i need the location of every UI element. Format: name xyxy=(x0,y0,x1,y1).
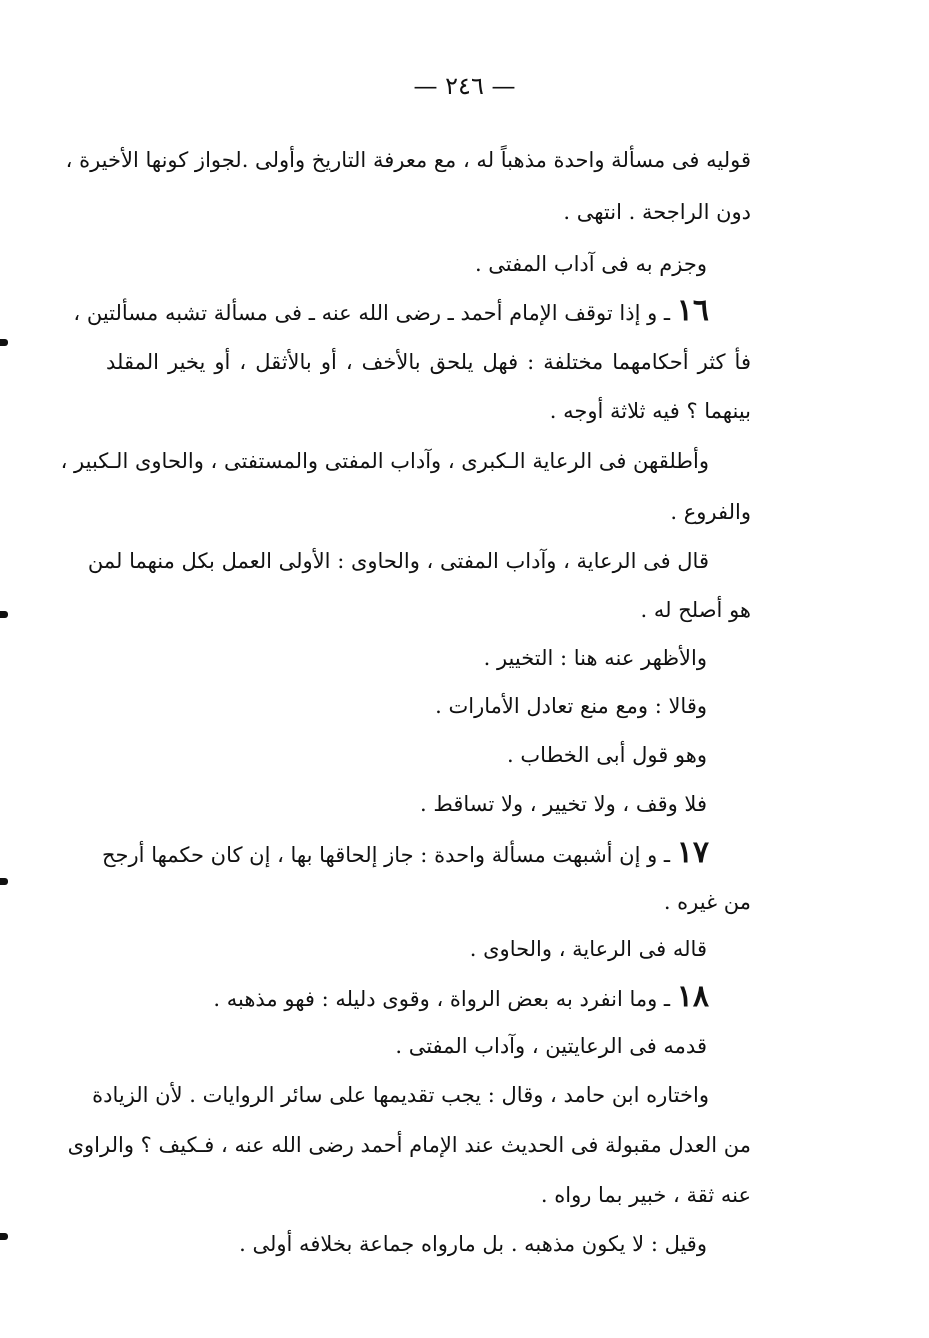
text-line: والأظهر عنه هنا : التخيير . xyxy=(483,646,707,670)
text-line: عنه ثقة ، خبير بما رواه . xyxy=(540,1183,751,1207)
text-line: واختاره ابن حامد ، وقال : يجب تقديمها على سائر الروايات . لأن الزيادة xyxy=(92,1083,709,1107)
text-line: والفروع . xyxy=(670,500,751,524)
text-line: وقالا : ومع منع تعادل الأمارات . xyxy=(435,694,707,718)
text-line: دون الراجحة . انتهى . xyxy=(563,200,751,224)
text-line: قوليه فى مسألة واحدة مذهباً له ، مع معرفة التاريخ وأولى .لجواز كونها الأخيرة ، xyxy=(65,148,751,172)
text-line: وقيل : لا يكون مذهبه . بل مارواه جماعة بخلافه أولى . xyxy=(239,1232,707,1256)
text-line: بينهما ؟ فيه ثلاثة أوجه . xyxy=(549,399,751,423)
text-line: قدمه فى الرعايتين ، وآداب المفتى . xyxy=(395,1034,707,1058)
text-line: فلا وقف ، ولا تخيير ، ولا تساقط . xyxy=(420,792,707,816)
numbered-paragraph-18: ١٨ ـ وما انفرد به بعض الرواة ، وقوى دليله : فهو مذهبه . xyxy=(213,979,709,1014)
numbered-paragraph-16: ١٦ ـ و إذا توقف الإمام أحمد ـ رضى الله عنه ـ فى مسألة تشبه مسألتين ، xyxy=(73,293,709,328)
binding-mark xyxy=(0,611,8,618)
paragraph-number: ١٧ xyxy=(676,835,709,870)
paragraph-number: ١٦ xyxy=(676,293,709,328)
binding-mark xyxy=(0,878,8,885)
text-line: قاله فى الرعاية ، والحاوى . xyxy=(469,937,707,961)
binding-mark xyxy=(0,1233,8,1240)
text-line: وجزم به فى آداب المفتى . xyxy=(474,252,707,276)
text-line: من غيره . xyxy=(663,890,751,914)
paragraph-number: ١٨ xyxy=(676,979,709,1014)
binding-mark xyxy=(0,339,8,346)
text-line: قال فى الرعاية ، وآداب المفتى ، والحاوى : الأولى العمل بكل منهما لمن xyxy=(87,549,709,573)
text-line: من العدل مقبولة فى الحديث عند الإمام أحمد رضى الله عنه ، فـكيف ؟ والراوى xyxy=(67,1133,751,1157)
page-number: — ٢٤٦ — xyxy=(413,72,516,100)
text-line: وأطلقهن فى الرعاية الـكبرى ، وآداب المفتى والمستفتى ، والحاوى الـكبير ، xyxy=(60,449,709,473)
text-line: هو أصلح له . xyxy=(640,598,751,622)
text-line: فأ كثر أحكامهما مختلفة : فهل يلحق بالأخف ، أو بالأثقل ، أو يخير المقلد xyxy=(106,350,751,374)
numbered-paragraph-17: ١٧ ـ و إن أشبهت مسألة واحدة : جاز إلحاقها بها ، إن كان حكمها أرجح xyxy=(102,835,709,870)
text-line: وهو قول أبى الخطاب . xyxy=(507,743,707,767)
